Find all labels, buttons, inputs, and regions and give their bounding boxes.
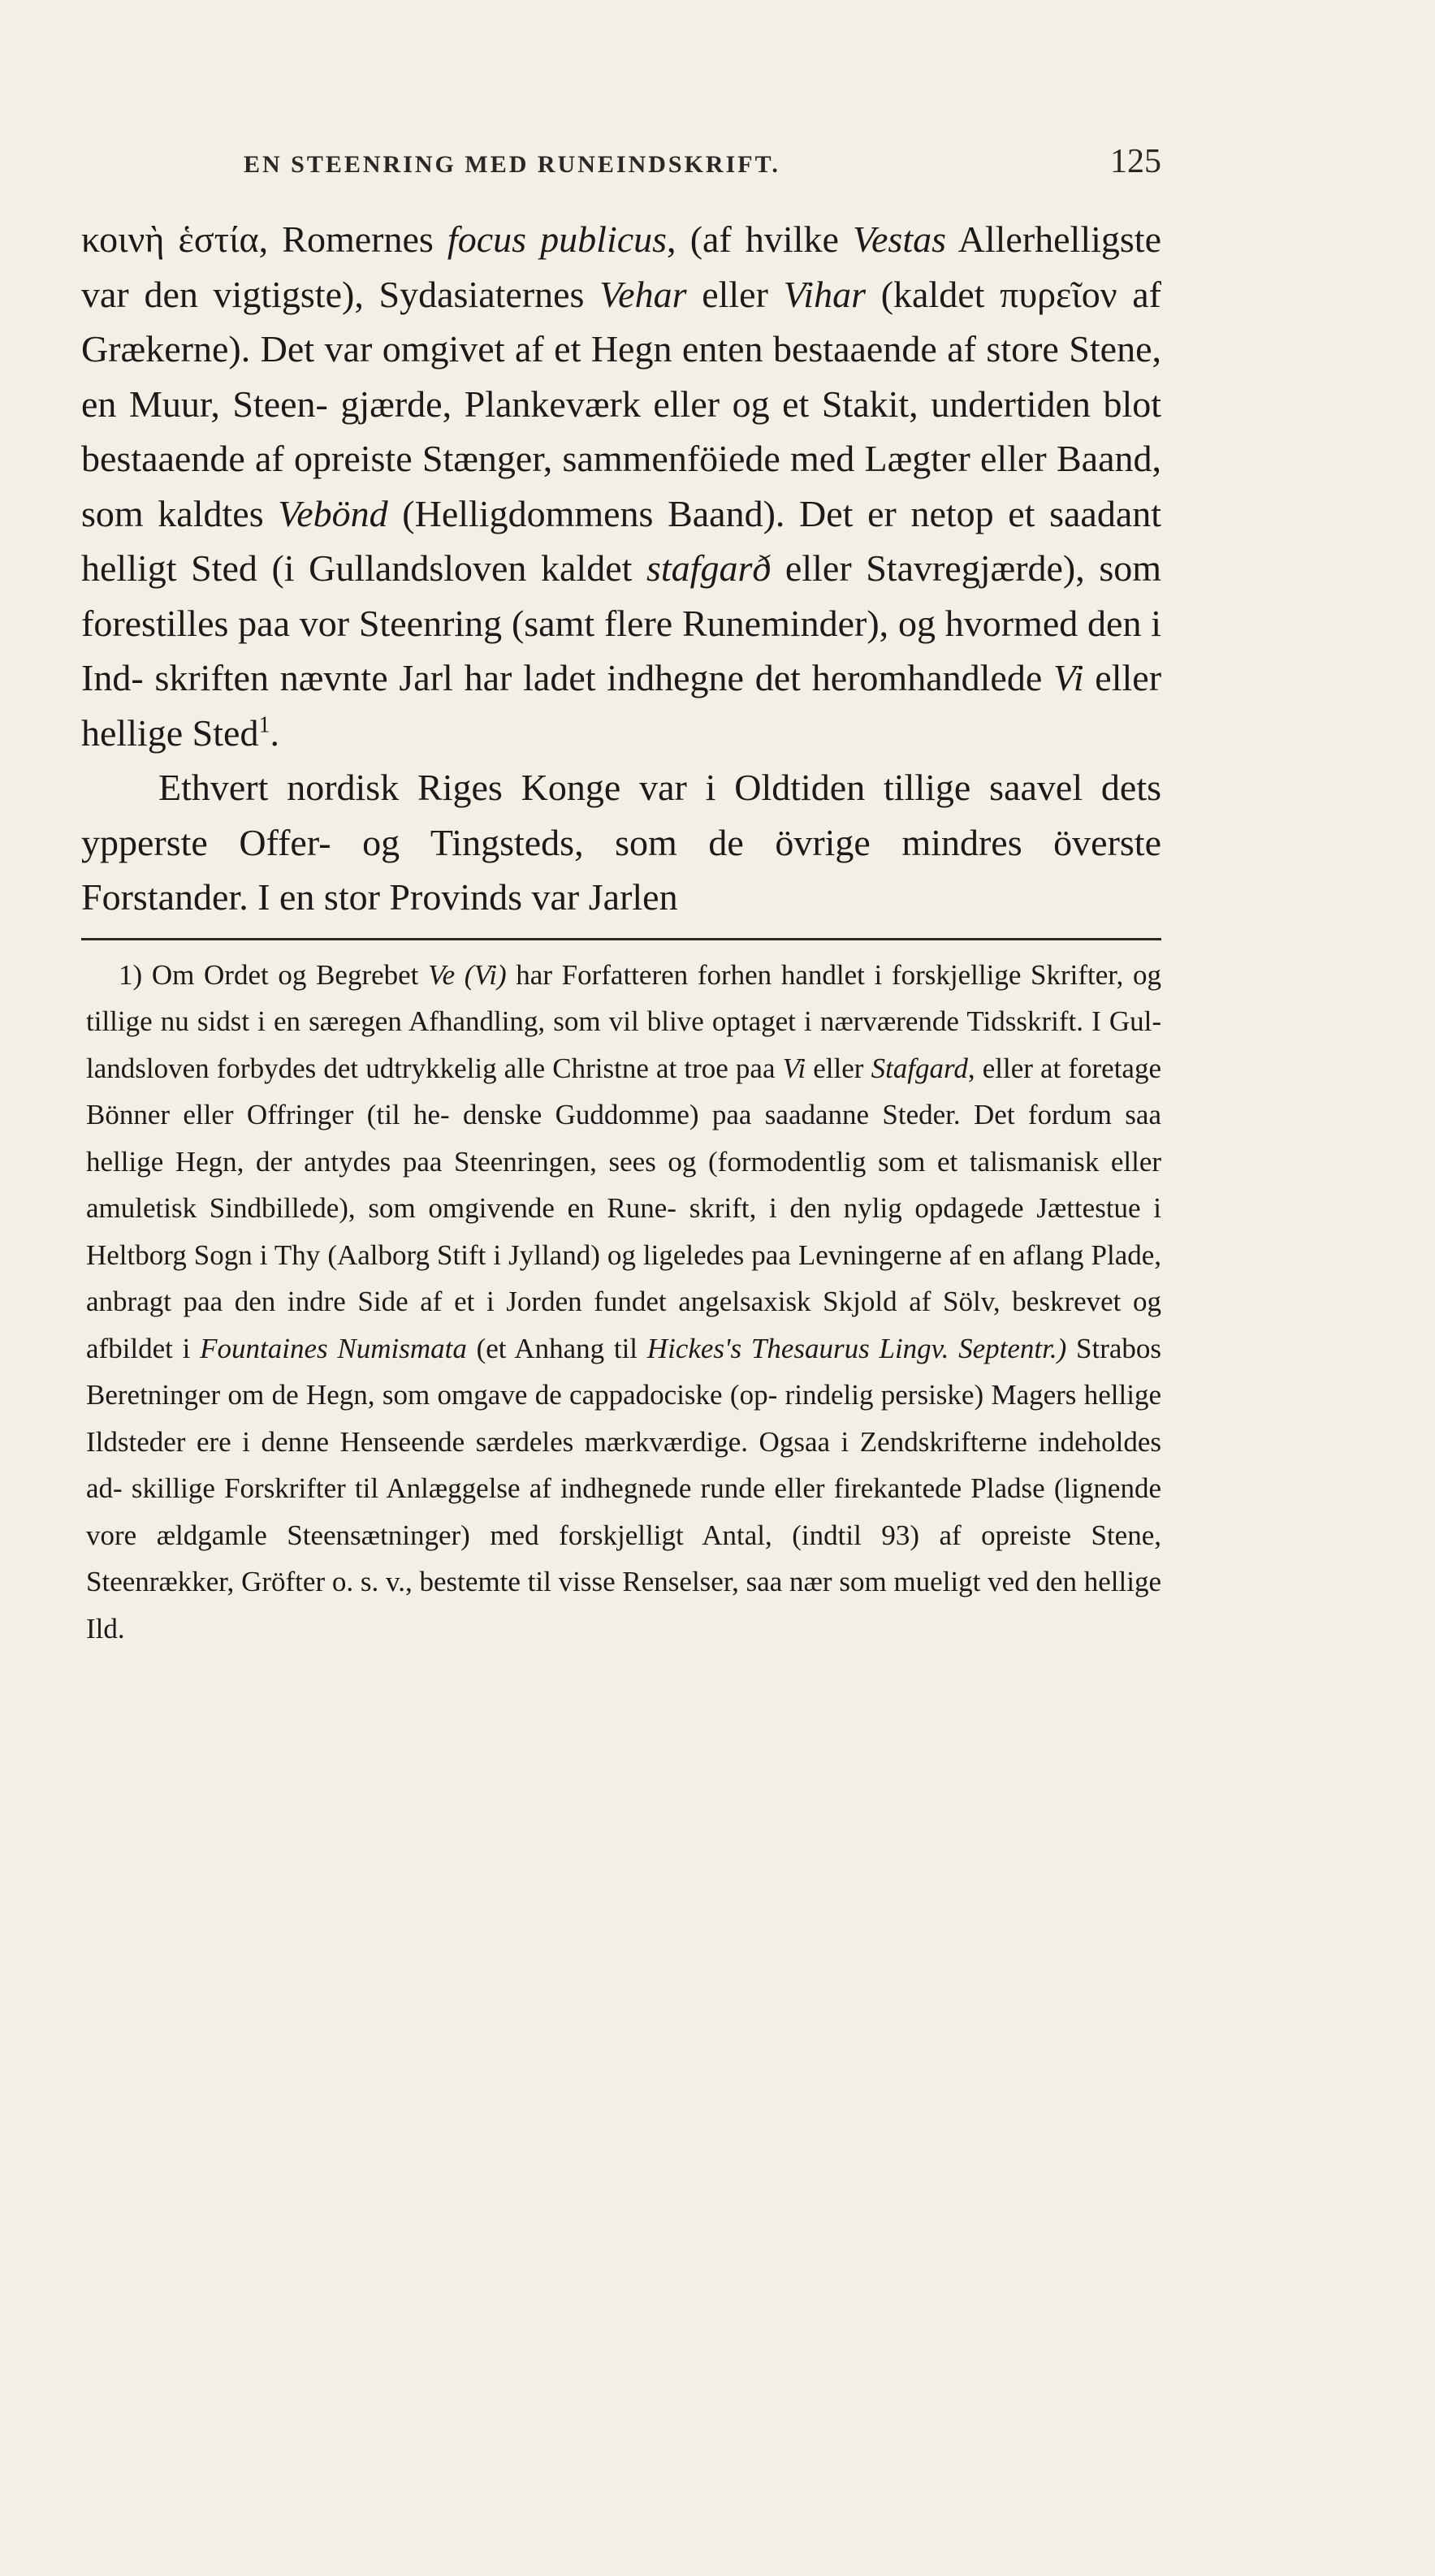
text-run: (Aalborg Stift i Jylland) og ligeledes paa Levningerne af en (327, 1238, 1006, 1271)
page (81, 142, 1161, 1652)
text-run: Vestas (853, 218, 947, 260)
footnote-ref: 1 (258, 712, 270, 738)
text-run: skrift, i den nylig opdagede Jættestue i Heltborg Sogn i Thy (86, 1192, 1162, 1271)
paragraph-1 (81, 212, 1161, 760)
text-run: Fountaines (200, 1332, 328, 1364)
text-run: Hegn, der antydes paa Steenringen, sees og (formodentlig som et (175, 1145, 958, 1178)
text-run: rindelig persiske) Magers hellige Ildsteder ere i denne Henseende (86, 1379, 1162, 1458)
text-run: Ethvert nordisk Riges Konge var i Oldtiden tillige (158, 767, 971, 808)
text-run: Stafgard (871, 1052, 968, 1084)
text-run: kaldet (541, 547, 646, 589)
text-run: et Hegn enten bestaaende af store Stene, en Muur, Steen- (81, 328, 1161, 425)
text-run: ved den hellige Ild. (86, 1566, 1162, 1645)
text-run: handlet i forskjellige Skrifter, og tillige nu sidst i en særegen (86, 958, 1161, 1037)
text-run: , (af hvilke (667, 218, 854, 260)
text-run: Strabos Beretninger om de Hegn, som omgave de cappadociske (op- (86, 1332, 1162, 1411)
text-run: Allerhelligste var den vigtigste), Sydasiaternes (81, 218, 1161, 315)
text-run: eller Baand, som kaldtes (81, 438, 1161, 534)
text-run: Om Ordet og Begrebet (142, 958, 429, 991)
text-run: Det er netop et saadant helligt Sted (i Gullandsloven (81, 492, 1162, 589)
text-run: eller (686, 273, 768, 315)
text-run: særdeles mærkværdige. Ogsaa i Zendskrifterne indeholdes ad- (86, 1425, 1161, 1504)
text-run: angelsaxisk Skjold af Sölv, beskrevet og afbildet i (86, 1286, 1162, 1364)
text-run: Vihar (783, 273, 866, 315)
text-run: Gröfter o. s. v., bestemte til visse Renselser, saa nær som mueligt (241, 1566, 981, 1597)
text-run: stafgarð (646, 547, 772, 589)
text-run: Numismata (337, 1332, 467, 1364)
text-run: saavel dets ypperste Offer- og Tingsteds, som de övrige (81, 767, 1162, 863)
text-run: Steenring (samt flere Runeminder), og hvormed den i Ind- (81, 602, 1162, 698)
text-run: focus publicus (447, 218, 668, 260)
text-run: eller hellige Sted (81, 657, 1162, 754)
text-run: har Forfatteren forhen (506, 958, 772, 991)
main-text (81, 212, 1161, 925)
text-run: (kaldet πυρεῖον af Grækerne). Det var omgivet af (81, 273, 1161, 370)
page-number: 125 (1110, 143, 1161, 180)
text-run: talismanisk eller amuletisk Sindbillede), som omgivende en Rune- (86, 1145, 1162, 1224)
text-run: Ve (Vi) (428, 958, 507, 991)
running-header (81, 142, 1161, 181)
text-run: mindres överste Forstander. I en stor Provinds var Jarlen (81, 821, 1162, 918)
text-run: . (270, 711, 279, 754)
text-run: forskjelligt Antal, (indtil 93) af opreiste Stene, Steenrækker, (86, 1519, 1161, 1597)
text-run: aflang Plade, anbragt paa den indre Side af et i Jorden fundet (86, 1238, 1162, 1317)
text-run: Vi (782, 1052, 806, 1084)
text-run: skillige Forskrifter til Anlæggelse af indhegnede runde eller (131, 1472, 825, 1504)
footnote-mark: 1) (119, 958, 143, 991)
text-run: landsloven forbydes det udtrykkelig alle Christne at troe paa (86, 1052, 783, 1084)
text-run: bestaaende af opreiste Stænger, sammenföiede med Lægter (81, 438, 970, 479)
running-title: EN STEENRING MED RUNEINDSKRIFT. (244, 151, 780, 178)
text-run: Afhandling, som vil blive optaget i nærværende Tidsskrift. I Gul- (408, 1005, 1162, 1037)
text-run: eller Stavregjærde), som forestilles paa vor (81, 547, 1161, 644)
text-run: Hickes's Thesaurus Lingv. Septentr.) (646, 1332, 1067, 1364)
text-run: firekantede Pladse (lignende vore ældgamle Steensætninger) med (86, 1472, 1161, 1551)
text-run: gjærde, Plankeværk eller og et Stakit, undertiden blot (340, 383, 1162, 425)
text-run: (et Anhang til (466, 1332, 647, 1364)
text-run: denske Guddomme) paa saadanne Steder. Det fordum saa hellige (86, 1099, 1161, 1178)
text-run: , eller at foretage Bönner eller Offringer (til he- (86, 1052, 1162, 1130)
footnote (81, 952, 1161, 1653)
text-run: skriften nævnte Jarl har ladet indhegne det heromhandlede (154, 657, 1043, 698)
text-run: Vi (1053, 657, 1084, 698)
text-run: (Helligdommens Baand). (387, 492, 785, 534)
text-run: κοινὴ ἑστία, Romernes (81, 218, 447, 260)
paragraph-2 (81, 760, 1161, 925)
text-run: eller (813, 1052, 871, 1084)
footnote-divider (81, 938, 1161, 940)
text-run: Vehar (599, 273, 687, 315)
text-run: Vebönd (278, 492, 388, 534)
